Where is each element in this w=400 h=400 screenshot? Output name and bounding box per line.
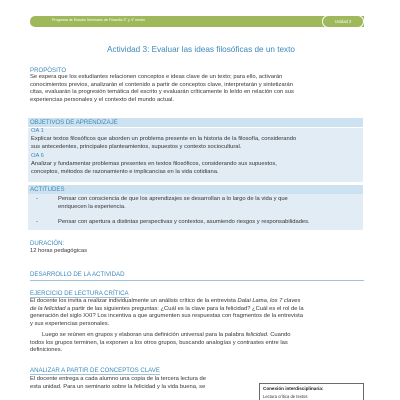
program-header-bar	[30, 16, 364, 27]
exercise-line: todos los grupos terminen, la exponen a los otros grupos, buscando analogías y contrastes entre las	[30, 339, 288, 346]
section-divider	[30, 280, 364, 281]
objective-line: sus antecedentes, principales planteamientos, supuestos y contexto sociocultural.	[31, 143, 242, 150]
concepts-heading: ANALIZAR A PARTIR DE CONCEPTOS CLAVE	[30, 367, 160, 374]
activity-title: Actividad 3: Evaluar las ideas filosóficas de un texto	[107, 45, 295, 54]
exercise-line: y sus experiencias personales.	[30, 320, 110, 327]
interdisciplinary-subtitle: Lectura crítica de textos	[263, 394, 308, 399]
objective-code: OA 1	[31, 128, 44, 134]
objective-text	[31, 136, 361, 151]
exercise-text	[30, 298, 364, 328]
attitudes-heading: ACTITUDES	[28, 185, 363, 194]
purpose-heading: PROPÓSITO	[30, 67, 67, 74]
interdisciplinary-title: Conexión interdisciplinaria:	[263, 386, 324, 391]
purpose-line: experiencias personales y el contexto del mundo actual.	[30, 96, 175, 103]
development-heading: DESARROLLO DE LA ACTIVIDAD	[30, 271, 125, 278]
duration-heading: DURACIÓN:	[30, 240, 65, 247]
exercise-heading: EJERCICIO DE LECTURA CRÍTICA	[30, 290, 129, 297]
purpose-line: citas, evaluarán la progresión temática del escrito y evaluarán críticamente lo leído en relación con sus	[30, 89, 294, 96]
concepts-text	[30, 376, 256, 391]
objective-line: conceptos, métodos de razonamiento e implicancias en la vida cotidiana.	[31, 168, 219, 175]
exercise-line: definiciones.	[30, 347, 63, 354]
objective-line: Explicar textos filosóficos que aborden un problema presente en la historia de la filosofía, considerando	[31, 136, 297, 142]
purpose-line: Se espera que los estudiantes relacionen conceptos e ideas clave de un texto; para ello, activarán	[30, 74, 283, 80]
bullet-dash: -	[36, 196, 38, 202]
bullet-dash: -	[36, 219, 38, 225]
exercise-line: generación del siglo XXI? Los incentiva a que argumenten sus respuestas con fragmentos de la entrevista	[30, 313, 303, 320]
objective-text	[31, 161, 361, 176]
exercise-text-2	[30, 332, 364, 355]
objective-code: OA 6	[31, 153, 44, 159]
unit-label: Unidad 2	[334, 19, 352, 24]
exercise-line: Luego se reúnen en grupos y elaboran una definición universal para la palabra felicidad. Cuando	[42, 332, 291, 338]
purpose-text	[30, 74, 364, 104]
program-name: Programa de Estudio Seminario de Filosofía 3° y 4° medio	[52, 18, 145, 22]
exercise-line: El docente los invita a realizar individualmente un análisis crítico de la entrevista Dalai Lama, los 7 claves	[30, 298, 301, 304]
attitude-line: Pensar con apertura a distintas perspectivas y contextos, asumiendo riesgos y responsabilidades.	[58, 219, 310, 225]
concepts-line: esta unidad. Para un seminario sobre la felicidad y la vida buena, se	[30, 383, 206, 390]
exercise-line: de la felicidad a partir de las siguientes preguntas: ¿Cuál es la clave para la felicidad? ¿Cuál es el rol de la	[30, 305, 304, 312]
attitude-line: Pensar con consciencia de que los aprendizajes se desarrollan a lo largo de la vida y que	[58, 196, 288, 202]
interdisciplinary-box	[259, 383, 364, 400]
objectives-box	[28, 128, 363, 182]
attitudes-box	[28, 194, 363, 230]
attitude-line: enriquecen la experiencia.	[58, 203, 126, 210]
concepts-line: El docente entrega a cada alumno una copia de la tercera lectura de	[30, 376, 206, 382]
objectives-heading: OBJETIVOS DE APRENDIZAJE	[28, 118, 363, 127]
unit-badge	[322, 15, 364, 28]
objective-line: Analizar y fundamentar problemas presentes en textos filosóficos, considerando sus supuestos,	[31, 161, 277, 167]
purpose-line: conocimientos previos, analizarán el contenido a partir de conceptos clave, interpretarán y sintetizarán	[30, 81, 293, 88]
duration-value: 12 horas pedagógicas	[30, 248, 88, 254]
